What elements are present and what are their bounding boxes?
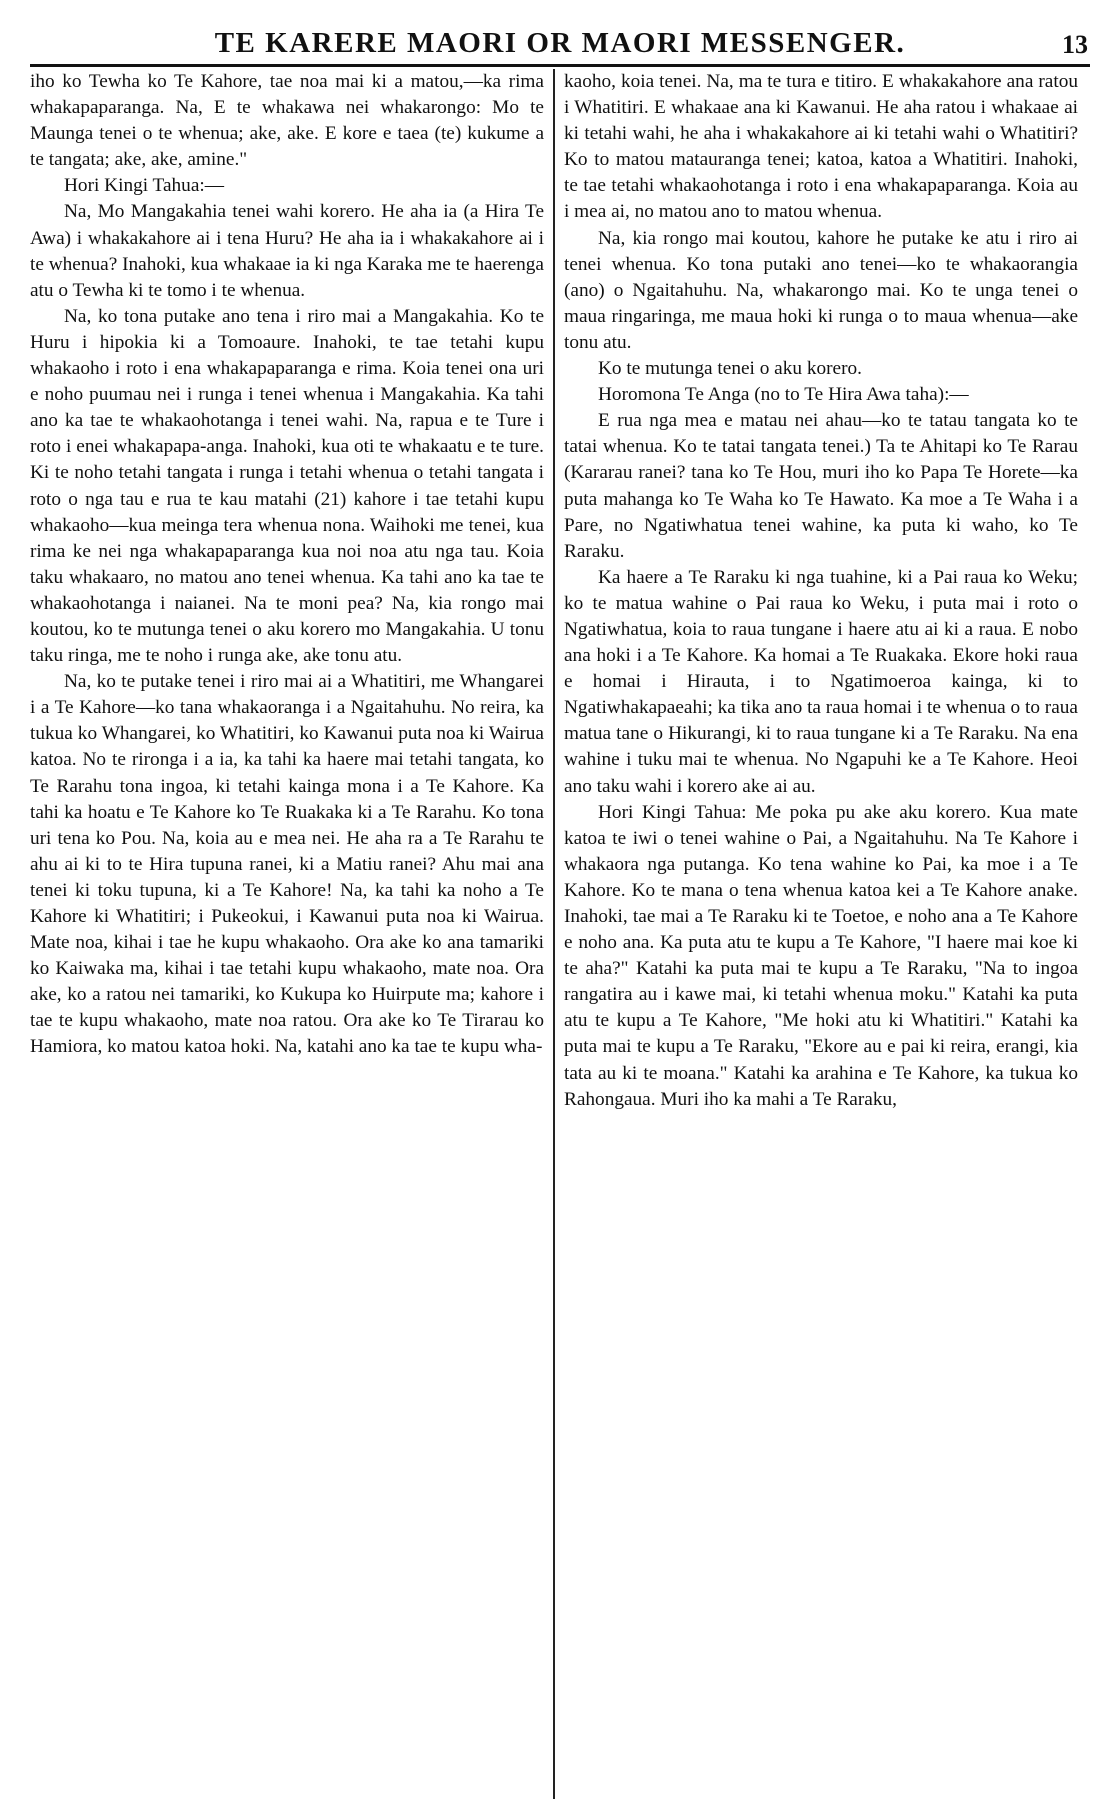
text-columns bbox=[30, 69, 1090, 1799]
right-column bbox=[555, 69, 1078, 1799]
left-column bbox=[30, 69, 553, 1799]
paragraph: iho ko Tewha ko Te Kahore, tae noa mai ki a matou,—ka rima whakapaparanga. Na, E te whakawa nei whakarongo: Mo te Maunga tenei o te whenua; ake, ake. E kore e taea (te) kukume a te tangata; ake, ake, amine." bbox=[30, 71, 544, 171]
paragraph: Hori Kingi Tahua: Me poka pu ake aku korero. Kua mate katoa te iwi o tenei wahine o Pai, a Ngaitahuhu. Na Te Kahore i whakaora nga putanga. Ko tena wahine ko Pai, ka moe i a Te Kahore. Ko te mana o tena whenua katoa kei a Te Kahore anake. Inahoki, tae mai a Te Raraku ki te Toetoe, e noho ana a Te Kahore e noho ana. Ka puta atu te kupu a Te Kahore, "I haere mai koe ki te aha?" Katahi ka puta mai te kupu a Te Raraku, "Na to ingoa rangatira au i kawe mai, ki tetahi whenua moku." Katahi ka puta atu te kupu a Te Kahore, "Me hoki atu ki Whatitiri." Katahi ka puta mai te kupu a Te Raraku, "Ekore au e pai ki reira, erangi, kia tata au ki te moana." Katahi ka arahina e Te Kahore, ka tukua ko Rahongaua. Muri iho ka mahi a Te Raraku, bbox=[564, 801, 1078, 1110]
paragraph: Hori Kingi Tahua:— bbox=[64, 175, 225, 197]
paragraph: Na, Mo Mangakahia tenei wahi korero. He aha ia (a Hira Te Awa) i whakakahore ai i tena Huru? He aha ia i whakakahore ai i te whenua? Inahoki, kua whakaae ia ki nga Karaka me te haerenga atu o Tewha ki te tomo i te whenua. bbox=[30, 201, 544, 301]
paragraph: Ko te mutunga tenei o aku korero. bbox=[598, 358, 862, 380]
paragraph: kaoho, koia tenei. Na, ma te tura e titiro. E whakakahore ana ratou i Whatitiri. E whakaae ana ki Kawanui. He aha ratou i whakaae ai ki tetahi wahi, he aha i whakakahore ai ki tetahi wahi o Whatitiri? Ko to matou matauranga tenei; katoa, katoa a Whatitiri. Inahoki, te tae tetahi whakaohotanga i roto i ena whakapaparanga. Koia au i mea ai, no matou ano to matou whenua. bbox=[564, 71, 1078, 223]
paragraph: Na, ko tona putake ano tena i riro mai a Mangakahia. Ko te Huru i hipokia ki a Tomoaure. Inahoki, te tae tetahi kupu whakaoho i roto i ena whakapaparanga e rima. Koia tenei ona uri e noho puumau nei i runga i tenei whenua i Mangakahia. Ka tahi ano ka tae te whakaohotanga i tenei wahi. Na, rapua e te Ture i roto i enei whakapapa-anga. Inahoki, kua oti te whakaatu e te ture. Ki te noho tetahi tangata i runga i tetahi whenua o tetahi tangata i roto o nga tau e rua te kau matahi (21) kahore i tae tetahi kupu whakaoho—kua meinga tera whenua nona. Waihoki me tenei, kua rima ke nei nga whakapaparanga kua noi noa atu nga tau. Koia taku whakaaro, no matou ano tenei whenua. Ka tahi ano ka tae te whakaohotanga i naianei. Na te moni pea? Na, kia rongo mai koutou, ko te mutunga tenei o aku korero mo Mangakahia. U tonu taku ringa, me te noho i runga ake, ake tonu atu. bbox=[30, 305, 544, 667]
newspaper-title: TE KARERE MAORI OR MAORI MESSENGER. bbox=[214, 27, 906, 59]
paragraph: Na, ko te putake tenei i riro mai ai a Whatitiri, me Whangarei i a Te Kahore—ko tana whakaoranga i a Ngaitahuhu. No reira, ka tukua ko Whangarei, ko Whatitiri, ko Kawanui puta noa ki Wairua katoa. No te rironga i a ia, ka tahi ka haere mai tetahi tangata, ko Te Rarahu tona ingoa, ki tetahi kainga mona i a Te Kahore. Ka tahi ka hoatu e Te Kahore ko Te Ruakaka ki a Te Rarahu. Ko tona uri tena ko Pou. Na, koia au e mea nei. He aha ra a Te Rarahu te ahu ai ki to te Hira tupuna ranei, ki a Matiu ranei? Ahu mai ana tenei ki toku tupuna, ki a Te Kahore! Na, ka tahi ka noho a Te Kahore ki Whatitiri; i Pukeokui, i Kawanui puta noa ki Wairua. Mate noa, kihai i tae he kupu whakaoho. Ora ake ko ana tamariki ko Kaiwaka ma, kihai i tae tetahi kupu whakaoho, mate noa. Ora ake, ko a ratou nei tamariki, ko Kukupa ko Huirpute ma; kahore i tae te kupu whakaoho, mate noa ratou. Ora ake ko Te Tirarau ko Hamiora, ko matou katoa hoki. Na, katahi ano ka tae te kupu wha- bbox=[30, 671, 544, 1058]
page-header bbox=[30, 26, 1090, 67]
paragraph: Na, kia rongo mai koutou, kahore he putake ke atu i riro ai tenei whenua. Ko tona putaki ano tenei—ko te whakaorangia (ano) o Ngaitahuhu. Na, whakarongo mai. Ko te unga tenei o maua ringaringa, me maua hoki ki runga o to maua whenua—ake tonu atu. bbox=[564, 227, 1078, 353]
page-number: 13 bbox=[1062, 30, 1088, 59]
paragraph: Horomona Te Anga (no to Te Hira Awa taha):— bbox=[598, 384, 969, 406]
paragraph: Ka haere a Te Raraku ki nga tuahine, ki a Pai raua ko Weku; ko te matua wahine o Pai raua ko Weku, i puta mai i roto o Ngatiwhatua, koia to raua tungane i haere atu ai ki a raua. E nobo ana hoki i a Te Kahore. Ka homai a Te Ruakaka. Ekore hoki raua e homai i Hirauta, i to Ngatimoeroa kainga, ki to Ngatiwhakapaeahi; ka tika ano ta raua homai i te whenua o to raua matua tane o Hikurangi, ki to raua tungane ki a Te Raraku. Na ena wahine i tuku mai te whenua. No Ngapuhi ke a Te Kahore. Heoi ano taku wahi i korero ake ai au. bbox=[564, 566, 1078, 797]
paragraph: E rua nga mea e matau nei ahau—ko te tatau tangata ko te tatai whenua. Ko te tatai tangata tenei.) Ta te Ahitapi ko Te Rarau (Kararau ranei? tana ko Te Hou, muri iho ko Papa Te Horete—ka puta mahanga ko Te Waha ko Te Hawato. Ka moe a Te Waha i a Pare, no Ngatiwhatua tenei wahine, ka puta ki waho, ko Te Raraku. bbox=[564, 410, 1078, 562]
